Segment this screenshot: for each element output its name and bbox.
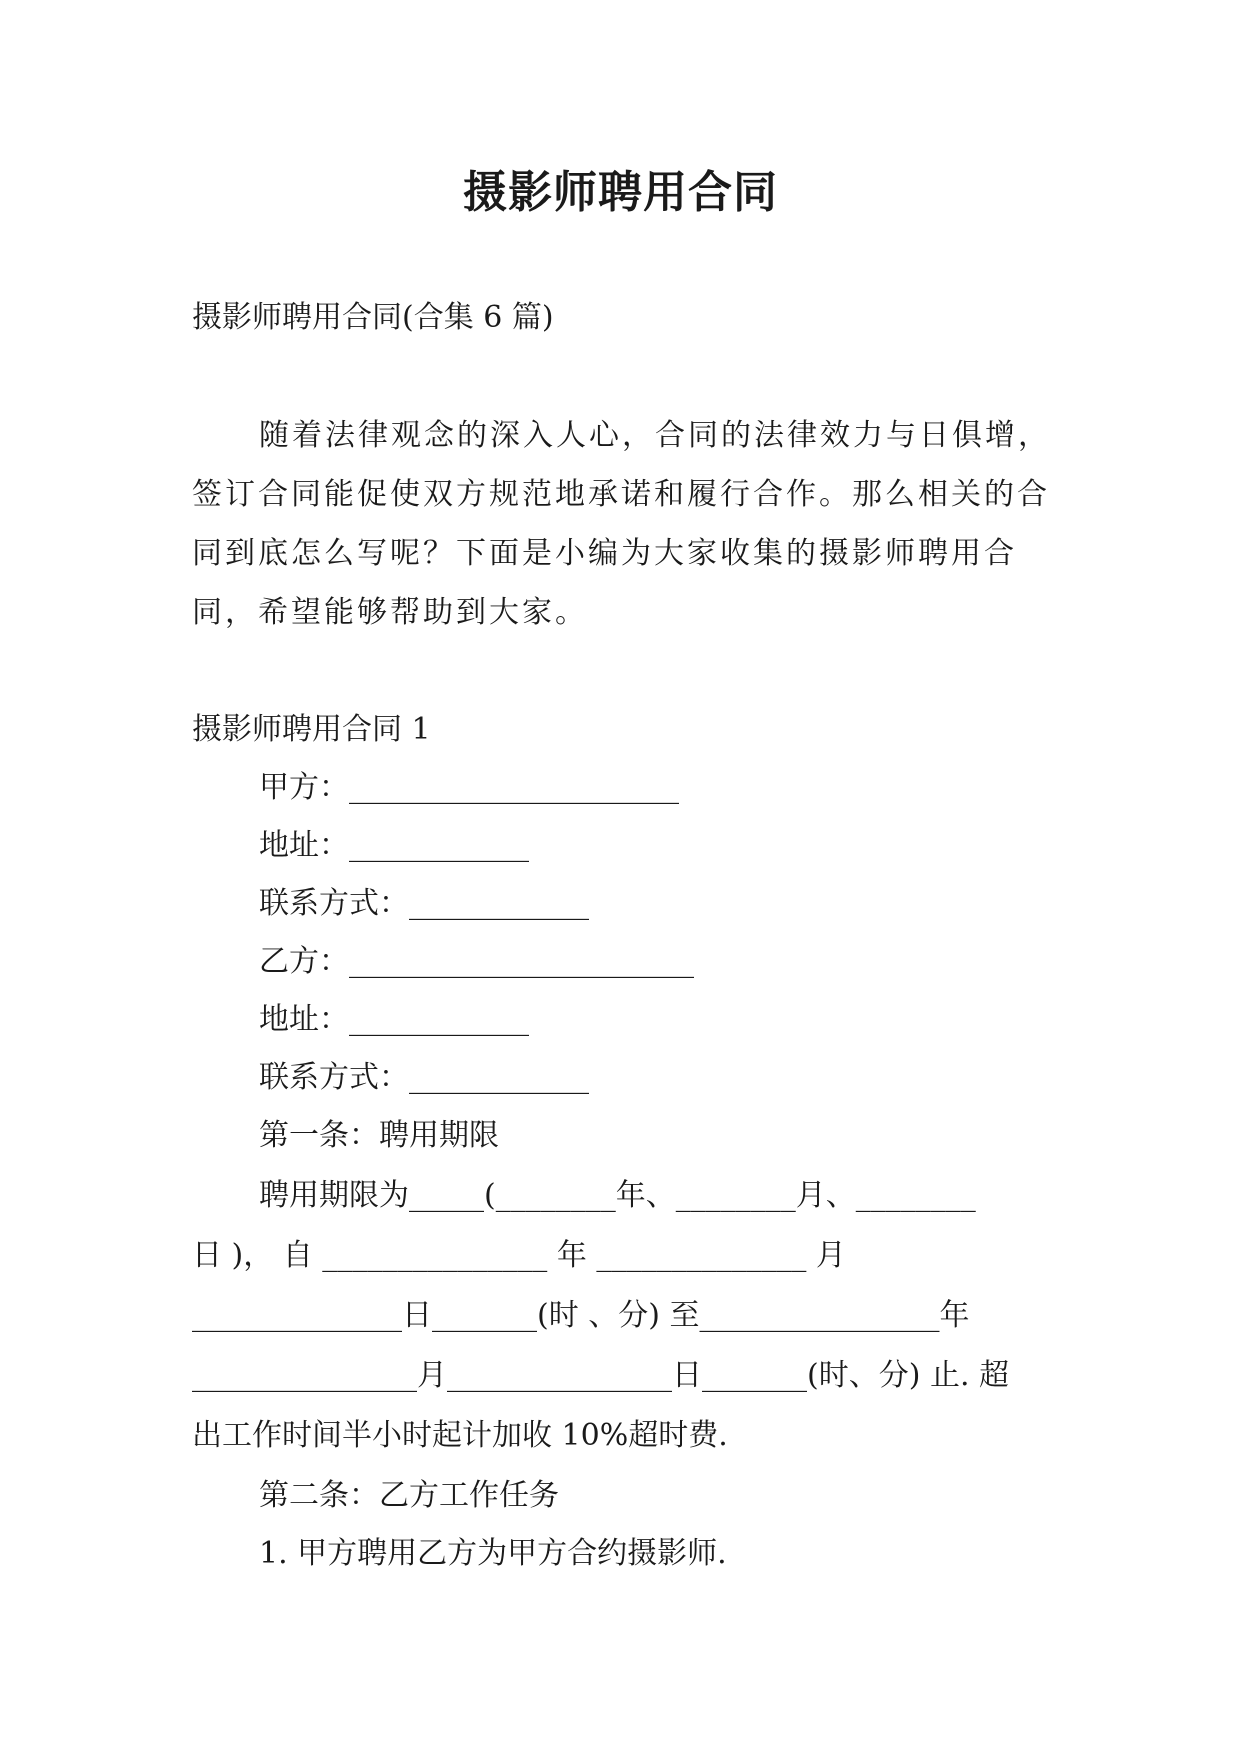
party-a-contact-field: 联系方式：____________ <box>259 886 589 921</box>
document-subtitle: 摄影师聘用合同(合集 6 篇) <box>192 300 554 335</box>
section-heading: 摄影师聘用合同 1 <box>192 712 431 747</box>
party-b-contact-field: 联系方式：____________ <box>259 1060 589 1095</box>
intro-paragraph: 随着法律观念的深入人心，合同的法律效力与日俱增，签订合同能促使双方规范地承诺和履行合作。那么相关的合同到底怎么写呢？下面是小编为大家收集的摄影师聘用合同，希望能够帮助到大家。 <box>192 418 1051 630</box>
party-b-address-field: 地址：____________ <box>259 1002 529 1037</box>
article-1-line: _______________月_______________日_______(时、分) 止. 超 <box>192 1358 1010 1393</box>
party-b-field: 乙方：_______________________ <box>259 944 694 979</box>
document-title: 摄影师聘用合同 <box>463 167 778 218</box>
article-1-line: ______________日_______(时 、分) 至________________年 <box>192 1298 970 1333</box>
article-1-line: 聘用期限为_____(________年、________月、________ <box>259 1178 976 1213</box>
party-a-field: 甲方：______________________ <box>259 770 679 805</box>
article-1-line: 出工作时间半小时起计加收 10%超时费. <box>192 1418 728 1453</box>
article-1-title: 第一条：聘用期限 <box>259 1118 499 1153</box>
article-2-title: 第二条：乙方工作任务 <box>259 1478 559 1513</box>
article-2-item: 1. 甲方聘用乙方为甲方合约摄影师. <box>259 1536 727 1571</box>
article-1-line: 日 )， 自 _______________ 年 ______________ 月 <box>192 1238 846 1273</box>
party-a-address-field: 地址：____________ <box>259 828 529 863</box>
